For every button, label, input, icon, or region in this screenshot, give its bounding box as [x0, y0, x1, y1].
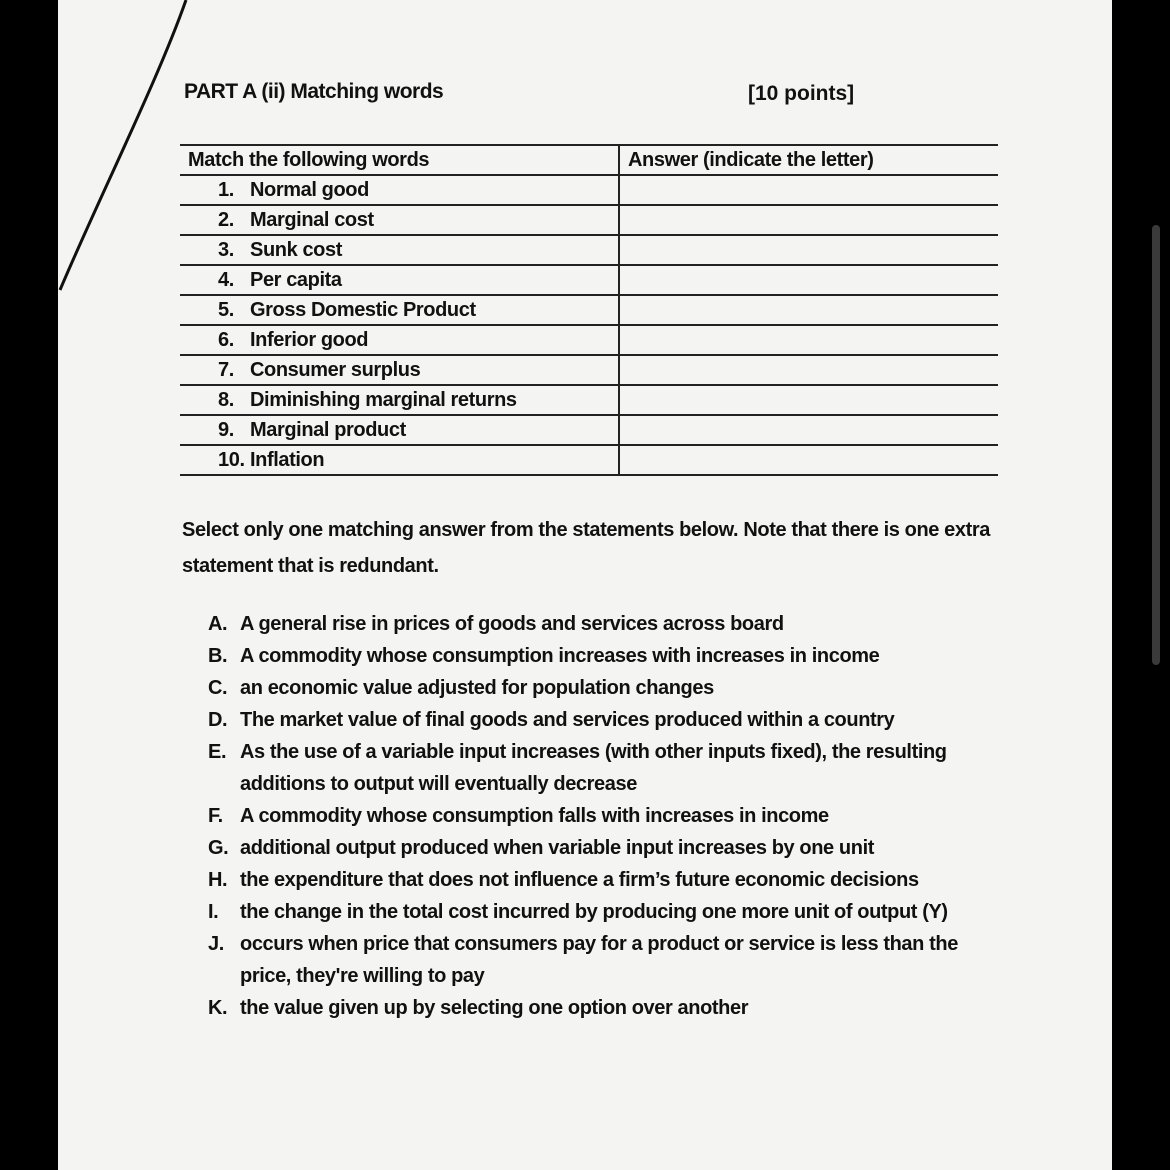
term-label: Consumer surplus [250, 358, 421, 381]
list-item [208, 992, 998, 1024]
statement-letter: C. [208, 677, 228, 699]
statement-text: A commodity whose consumption falls with increases in income [240, 805, 829, 827]
table-row [180, 295, 998, 325]
term-cell [180, 205, 619, 235]
table-row [180, 175, 998, 205]
term-label: Gross Domestic Product [250, 298, 476, 321]
statement-letter: J. [208, 933, 224, 955]
list-item [208, 704, 998, 736]
statement-letter: G. [208, 837, 229, 859]
term-number: 5. [218, 298, 234, 321]
term-label: Normal good [250, 178, 369, 201]
table-row [180, 355, 998, 385]
list-item [208, 736, 998, 800]
table-row [180, 205, 998, 235]
term-cell [180, 385, 619, 415]
term-number: 3. [218, 238, 234, 261]
statement-letter: H. [208, 869, 228, 891]
answer-cell[interactable] [619, 385, 998, 415]
statement-letter: B. [208, 645, 228, 667]
list-item [208, 896, 998, 928]
part-title: PART A (ii) Matching words [184, 80, 444, 103]
term-number: 8. [218, 388, 234, 411]
statement-text: an economic value adjusted for population changes [240, 677, 714, 699]
term-cell [180, 445, 619, 475]
statement-text: As the use of a variable input increases (with other inputs fixed), the resulting additions to output will eventually decrease [240, 741, 947, 795]
list-item [208, 928, 998, 992]
term-label: Inflation [250, 448, 325, 471]
answer-cell[interactable] [619, 325, 998, 355]
statement-list [208, 608, 998, 1024]
statement-text: the expenditure that does not influence a firm’s future economic decisions [240, 869, 919, 891]
term-label: Diminishing marginal returns [250, 388, 517, 411]
term-number: 7. [218, 358, 234, 381]
answer-cell[interactable] [619, 415, 998, 445]
answer-cell[interactable] [619, 445, 998, 475]
statement-text: occurs when price that consumers pay for a product or service is less than the price, they're willing to pay [240, 933, 958, 987]
header-terms: Match the following words [180, 145, 619, 175]
table-row [180, 385, 998, 415]
list-item [208, 800, 998, 832]
term-label: Marginal cost [250, 208, 374, 231]
header-answer: Answer (indicate the letter) [619, 145, 998, 175]
list-item [208, 864, 998, 896]
table-row [180, 235, 998, 265]
term-number: 10. [218, 448, 245, 471]
term-cell [180, 415, 619, 445]
statement-letter: E. [208, 741, 227, 763]
term-number: 6. [218, 328, 234, 351]
answer-cell[interactable] [619, 265, 998, 295]
term-label: Sunk cost [250, 238, 342, 261]
term-cell [180, 325, 619, 355]
statement-letter: D. [208, 709, 228, 731]
table-row [180, 325, 998, 355]
statement-text: additional output produced when variable input increases by one unit [240, 837, 874, 859]
table-header-row [180, 145, 998, 175]
table-row [180, 445, 998, 475]
term-cell [180, 355, 619, 385]
answer-cell[interactable] [619, 355, 998, 385]
document-page [58, 0, 1112, 1170]
matching-table [180, 144, 998, 476]
list-item [208, 672, 998, 704]
statement-text: the value given up by selecting one option over another [240, 997, 749, 1019]
list-item [208, 608, 998, 640]
statement-letter: I. [208, 901, 219, 923]
statement-text: A commodity whose consumption increases with increases in income [240, 645, 880, 667]
table-row [180, 265, 998, 295]
term-cell [180, 175, 619, 205]
answer-cell[interactable] [619, 235, 998, 265]
answer-cell[interactable] [619, 205, 998, 235]
term-number: 4. [218, 268, 234, 291]
term-cell [180, 265, 619, 295]
term-label: Marginal product [250, 418, 406, 441]
term-label: Per capita [250, 268, 342, 291]
answer-cell[interactable] [619, 175, 998, 205]
term-label: Inferior good [250, 328, 369, 351]
instructions-text: Select only one matching answer from the statements below. Note that there is one extra statement that is redundant. [182, 519, 990, 577]
statement-text: the change in the total cost incurred by producing one more unit of output (Y) [240, 901, 948, 923]
term-number: 9. [218, 418, 234, 441]
term-cell [180, 235, 619, 265]
term-number: 1. [218, 178, 234, 201]
answer-cell[interactable] [619, 295, 998, 325]
statement-text: A general rise in prices of goods and services across board [240, 613, 784, 635]
statement-text: The market value of final goods and services produced within a country [240, 709, 895, 731]
term-cell [180, 295, 619, 325]
scrollbar[interactable] [1152, 225, 1160, 665]
table-row [180, 415, 998, 445]
list-item [208, 640, 998, 672]
term-number: 2. [218, 208, 234, 231]
list-item [208, 832, 998, 864]
statement-letter: F. [208, 805, 223, 827]
statement-letter: K. [208, 997, 228, 1019]
statement-letter: A. [208, 613, 228, 635]
points-label: [10 points] [748, 82, 855, 105]
